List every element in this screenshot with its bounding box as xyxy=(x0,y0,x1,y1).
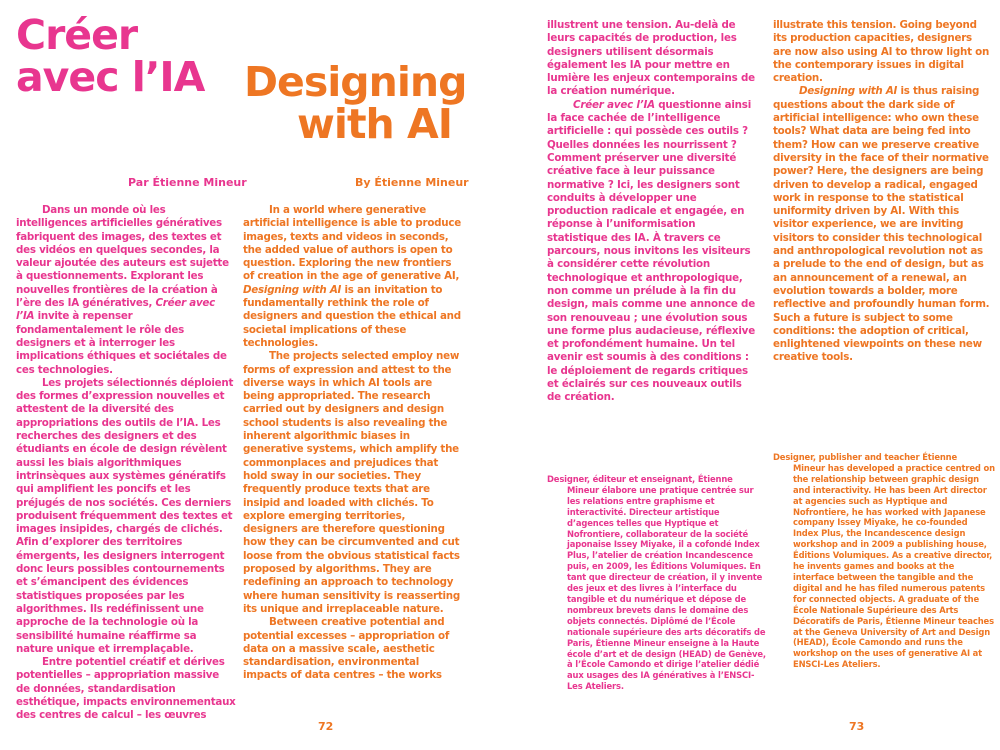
english-paragraph xyxy=(243,204,461,350)
bio-lead-line: Designer, éditeur et enseignant, Étienne xyxy=(547,474,733,484)
french-column-right-page xyxy=(547,19,759,405)
text-run: Dans un monde où les intelligences artificielles génératives fabriquent des images, des textes et des vidéos en quelques secondes, la valeur ajoutée des auteurs est sujette à questionnements. Explorant les nouvelles frontières de la création à l’ère des IA génératives, xyxy=(16,204,229,310)
page-number-left: 72 xyxy=(318,720,334,733)
french-paragraph xyxy=(16,204,236,377)
english-title-line-1: Designing xyxy=(244,58,467,106)
text-run: is an invitation to fundamentally rethink the role of designers and question the ethical and societal implications of these technologies. xyxy=(243,283,461,349)
french-paragraph: Entre potentiel créatif et dérives potentielles – appropriation massive de données, standardisation esthétique, impacts environnementaux des centres de calcul – les œuvres xyxy=(16,656,236,722)
english-paragraph: Between creative potential and potential excesses – appropriation of data on a massive scale, aesthetic standardisation, environmental impacts of data centres – the works xyxy=(243,616,450,682)
text-run: In a world where generative artificial intelligence is able to produce images, texts and videos in seconds, the added value of authors is open to question. Exploring the new frontiers of creation in the age of generative AI, xyxy=(243,204,461,283)
french-title-line-2: avec l’IA xyxy=(16,53,205,101)
english-column-right-page xyxy=(773,19,991,365)
exhibition-title-italic: Designing with AI xyxy=(243,283,342,296)
english-title-line-2: with AI xyxy=(297,100,452,148)
exhibition-title-italic: Créer avec l’IA xyxy=(573,98,655,111)
text-run: is thus raising questions about the dark side of artificial intelligence: who own these tools? What data are being fed into them? How can we preserve creative diversity in the face of their normative power? Here, the designers are being driven to develop a radical, engaged work in response to the statistical uniformity driven by AI. With this visitor experience, we are inviting visitors to consider this technological and anthropological revolution not as a prelude to the end of design, but as an announcement of a renewal, an evolution towards a bolder, more reflective and profoundly human form. Such a future is subject to some conditions: the adoption of critical, enlightened viewpoints on these new creative tools. xyxy=(773,85,990,364)
french-title-line-1: Créer xyxy=(16,11,138,59)
french-author-bio xyxy=(547,474,767,692)
french-paragraph: Les projets sélectionnés déploient des formes d’expression nouvelles et attestent de la diversité des appropriations des outils de l’IA. Les recherches des designers et des étudiants en école de design révèlent aussi les biais algorithmiques intrinsèques aux systèmes génératifs qui amplifient les poncifs et les préjugés de nos sociétés. Ces derniers produisent fréquemment des textes et images insipides, chargés de clichés. Afin d’explorer des territoires émergents, les designers interrogent donc leurs possibles contournements et s’émancipent des évidences statistiques proposées par les algorithmes. Ils redéfinissent une approche de la technologie où la sensibilité humaine réaffirme sa nature unique et irremplaçable. xyxy=(16,376,234,655)
french-byline: Par Étienne Mineur xyxy=(128,176,247,189)
bio-body: Mineur has developed a practice centred on the relationship between graphic design and interactivity. He has been Art director at agencies such as Hyptique and Nofrontiere, he has worked with Japanese company Issey Miyake, he co-founded Index Plus, the Incandescence design workshop and in 2009 a publishing house, Éditions Volumiques. As a creative director, he invents games and books at the interface between the tangible and the digital and he has filed numerous patents for connected objects. A graduate of the École Nationale Supérieure des Arts Décoratifs de Paris, Étienne Mineur teaches at the Geneva University of Art and Design (HEAD), École Camondo and runs the workshop on the uses of generative AI at ENSCI-Les Ateliers. xyxy=(793,462,995,670)
english-author-bio xyxy=(773,452,995,670)
page-number-right: 73 xyxy=(849,720,865,733)
exhibition-title-italic: Créer avec l’IA xyxy=(16,297,216,323)
english-paragraph xyxy=(773,85,991,364)
text-run: invite à repenser fondamentalement le rôle des designers et à interroger les implications éthiques et sociétales de ces technologies. xyxy=(16,310,227,376)
bio-body: Mineur élabore une pratique centrée sur les relations entre graphisme et interactivité. Directeur artistique d’agences telles que Hyptique et Nofrontiere, collaborateur de la société japonaise Issey Miyake, il a cofondé Index Plus, l’atelier de création Incandescence puis, en 2009, les Éditions Volumiques. En tant que directeur de création, il y invente des jeux et des livres à l’interface du tangible et du numérique et dépose de nombreux brevets dans le domaine des objets connectés. Diplômé de l’École nationale supérieure des arts décoratifs de Paris, Étienne Mineur enseigne à la Haute école d’art et de design (HEAD) de Genève, à l’École Camondo et dirige l’atelier dédié aux usages des IA génératives à l’ENSCI-Les Ateliers. xyxy=(567,484,766,692)
text-run: questionne ainsi la face cachée de l’intelligence artificielle : qui possède ces outils ? Quelles données les nourrissent ? Comment préserver une diversité créative face à leur puissance normative ? Ici, les designers sont conduits à développer une production radicale et engagée, en réponse à l’uniformisation statistique des IA. À travers ce parcours, nous invitons les visiteurs à considérer cette révolution technologique et anthropologique, non comme un prélude à la fin du design, mais comme une annonce de son renouveau ; une évolution sous une forme plus audacieuse, réflexive et profondément humaine. Un tel avenir est soumis à des conditions : le déploiement de regards critiques et éclairés sur ces nouveaux outils de création. xyxy=(547,98,756,404)
english-title xyxy=(244,58,467,148)
french-column-left-page xyxy=(16,204,236,723)
french-paragraph xyxy=(547,99,759,405)
english-paragraph: The projects selected employ new forms of expression and attest to the diverse ways in which AI tools are being appropriated. The research carried out by designers and design school students is also revealing the inherent algorithmic biases in generative systems, which amplify the commonplaces and prejudices that hold sway in our societies. They frequently produce texts that are insipid and loaded with clichés. To explore emerging territories, designers are therefore questioning how they can be circumvented and cut loose from the obvious statistical facts proposed by algorithms. They are redefining an approach to technology where human sensitivity is reasserting its unique and irreplaceable nature. xyxy=(243,350,460,615)
french-title xyxy=(16,11,205,101)
english-column-left-page xyxy=(243,204,461,683)
bio-lead-line: Designer, publisher and teacher Étienne xyxy=(773,452,958,462)
french-paragraph: illustrent une tension. Au-delà de leurs capacités de production, les designers utilisent désormais également les IA pour mettre en lumière les enjeux contemporains de la création numérique. xyxy=(547,19,755,98)
exhibition-title-italic: Designing with AI xyxy=(799,85,898,98)
english-paragraph: illustrate this tension. Going beyond its production capacities, designers are now also using AI to throw light on the contemporary issues in digital creation. xyxy=(773,19,990,85)
english-byline: By Étienne Mineur xyxy=(355,176,469,189)
